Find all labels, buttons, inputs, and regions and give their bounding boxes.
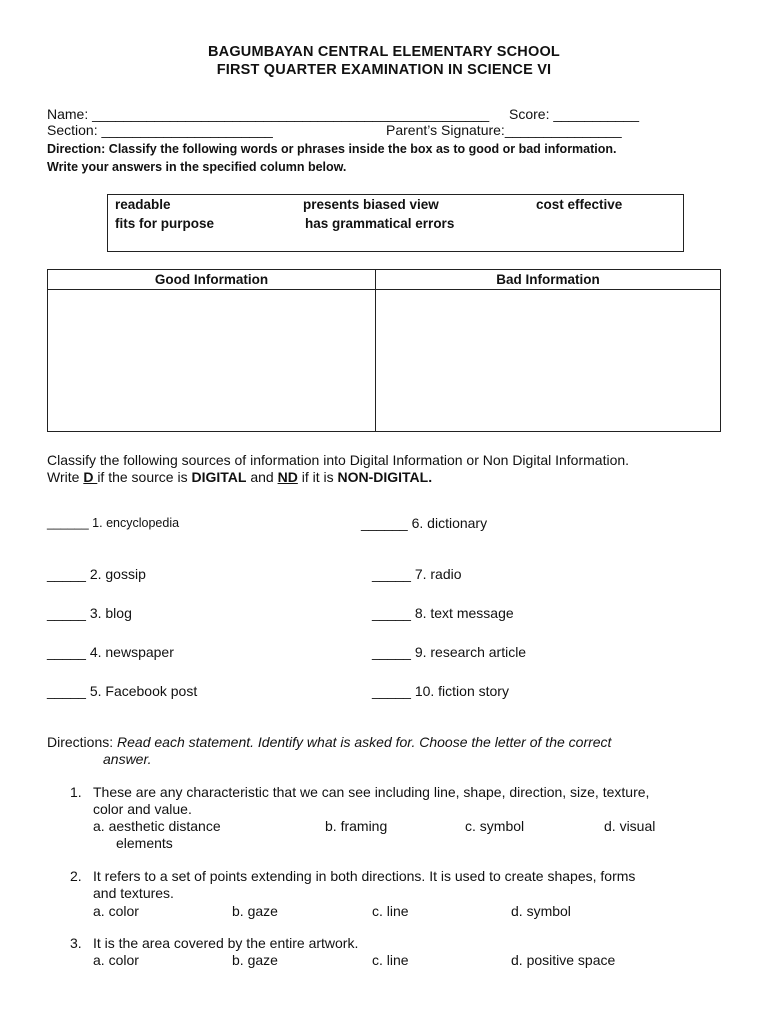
- direction-line-1: Direction: Classify the following words or phrases inside the box as to good or bad information.: [47, 142, 617, 156]
- signature-field: Parent’s Signature:_______________: [386, 122, 622, 138]
- part3-text-cont: answer.: [103, 751, 152, 767]
- list-item: _____ 3. blog: [47, 605, 132, 621]
- list-item: _____ 8. text message: [372, 605, 514, 621]
- choice-d: d. symbol: [511, 903, 571, 919]
- choice-c: c. line: [372, 952, 409, 968]
- legend-write: Write: [47, 469, 84, 485]
- legend-non-digital: NON-DIGITAL.: [337, 469, 433, 485]
- legend-nd: ND: [277, 469, 298, 485]
- choice-d: d. positive space: [511, 952, 616, 968]
- part3-directions: [47, 734, 611, 750]
- word-box: [107, 194, 684, 252]
- part3-label: Directions:: [47, 734, 118, 750]
- school-name: BAGUMBAYAN CENTRAL ELEMENTARY SCHOOL: [207, 44, 560, 60]
- choice-a: a. color: [93, 952, 139, 968]
- word-grammatical-errors: has grammatical errors: [305, 216, 455, 231]
- direction-line-2: Write your answers in the specified column below.: [47, 160, 347, 174]
- choice-b: b. gaze: [232, 903, 278, 919]
- question-text: These are any characteristic that we can see including line, shape, direction, size, texture,: [93, 784, 650, 800]
- part3-text: Read each statement. Identify what is asked for. Choose the letter of the correct: [117, 734, 612, 750]
- part2-instruction: Classify the following sources of information into Digital Information or Non Digital Information.: [47, 452, 630, 468]
- legend-d: D: [83, 469, 98, 485]
- choice-b: b. framing: [325, 818, 388, 834]
- list-item: _____ 2. gossip: [47, 566, 146, 582]
- question-number: 2.: [70, 868, 82, 884]
- good-information-header: Good Information: [48, 270, 376, 290]
- legend-and: and: [246, 469, 278, 485]
- legend-mid2: if it is: [297, 469, 338, 485]
- choice-c: c. symbol: [465, 818, 525, 834]
- bad-information-header: Bad Information: [376, 270, 721, 290]
- list-item: _____ 10. fiction story: [372, 683, 509, 699]
- word-readable: readable: [115, 197, 171, 212]
- choice-b: b. gaze: [232, 952, 278, 968]
- question-text: color and value.: [93, 801, 192, 817]
- classification-table: [47, 269, 721, 432]
- question-number: 3.: [70, 935, 82, 951]
- word-biased-view: presents biased view: [303, 197, 439, 212]
- question-text: It refers to a set of points extending in both directions. It is used to create shapes, forms: [93, 868, 636, 884]
- legend-digital: DIGITAL: [191, 469, 247, 485]
- choice-d: d. visual: [604, 818, 656, 834]
- question-text: and textures.: [93, 885, 174, 901]
- exam-title: FIRST QUARTER EXAMINATION IN SCIENCE VI: [216, 62, 552, 78]
- list-item: _____ 7. radio: [372, 566, 462, 582]
- score-field: Score: ___________: [509, 106, 639, 122]
- question-text: It is the area covered by the entire artwork.: [93, 935, 359, 951]
- section-field: Section: ______________________: [47, 122, 273, 138]
- question-number: 1.: [70, 784, 82, 800]
- word-fits-purpose: fits for purpose: [115, 216, 215, 231]
- list-item: _____ 4. newspaper: [47, 644, 174, 660]
- legend-mid1: if the source is: [97, 469, 192, 485]
- list-item: _____ 9. research article: [372, 644, 527, 660]
- choice-a: a. aesthetic distance: [93, 818, 221, 834]
- word-cost-effective: cost effective: [536, 197, 623, 212]
- list-item: _____ 5. Facebook post: [47, 683, 198, 699]
- bad-information-cell[interactable]: [376, 290, 721, 432]
- choice-a: a. color: [93, 903, 139, 919]
- choice-c: c. line: [372, 903, 409, 919]
- list-item: ______ 1. encyclopedia: [47, 516, 180, 530]
- part2-legend: [47, 469, 432, 485]
- list-item: ______ 6. dictionary: [361, 515, 488, 531]
- name-field: Name: ___________________________________________________: [47, 106, 490, 122]
- choice-a-cont: elements: [116, 835, 173, 851]
- good-information-cell[interactable]: [48, 290, 376, 432]
